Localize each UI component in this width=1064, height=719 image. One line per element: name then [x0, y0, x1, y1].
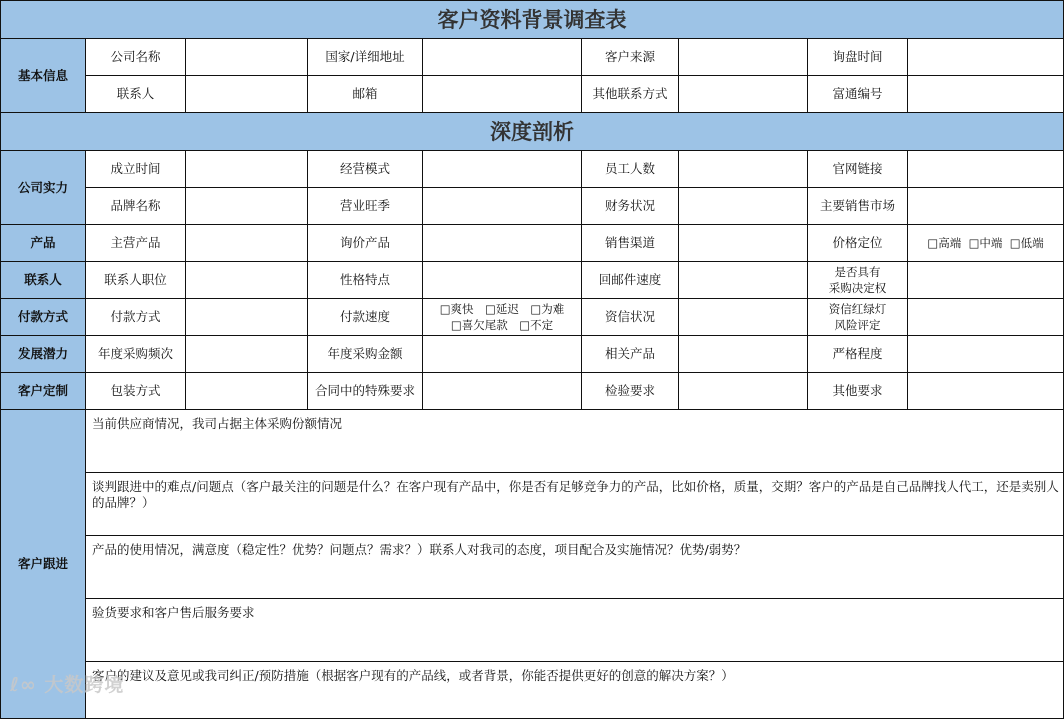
field-input[interactable]	[679, 76, 808, 113]
field-label: 其他要求	[808, 373, 908, 410]
checkbox-high[interactable]: □高端	[927, 236, 962, 250]
field-input[interactable]	[423, 76, 582, 113]
page-title: 客户资料背景调查表	[1, 1, 1064, 39]
field-input[interactable]	[908, 151, 1064, 188]
custom-label: 客户定制	[1, 373, 86, 410]
field-label: 包装方式	[86, 373, 186, 410]
field-input[interactable]	[679, 39, 808, 76]
field-label: 付款方式	[86, 299, 186, 336]
field-input[interactable]	[679, 225, 808, 262]
field-label: 联系人	[86, 76, 186, 113]
followup-field[interactable]: 客户的建议及意见或我司纠正/预防措施（根据客户现有的产品线，或者背景，你能否提供更好的创意的解决方案？）	[86, 662, 1064, 719]
field-label: 检验要求	[582, 373, 679, 410]
field-label: 主要销售市场	[808, 188, 908, 225]
field-label: 成立时间	[86, 151, 186, 188]
options-line[interactable]: □爽快 □延迟 □为难	[439, 302, 565, 316]
field-label: 客户来源	[582, 39, 679, 76]
field-label: 富通编号	[808, 76, 908, 113]
field-label: 询盘时间	[808, 39, 908, 76]
field-input[interactable]	[186, 76, 308, 113]
field-label: 联系人职位	[86, 262, 186, 299]
field-label: 销售渠道	[582, 225, 679, 262]
field-label: 付款速度	[308, 299, 423, 336]
followup-field[interactable]: 验货要求和客户售后服务要求	[86, 599, 1064, 662]
field-label: 主营产品	[86, 225, 186, 262]
field-label: 资信状况	[582, 299, 679, 336]
field-label: 财务状况	[582, 188, 679, 225]
field-input[interactable]	[908, 299, 1064, 336]
payment-speed-options[interactable]	[423, 299, 582, 336]
field-input[interactable]	[679, 336, 808, 373]
followup-label: 客户跟进	[1, 410, 86, 719]
field-input[interactable]	[186, 151, 308, 188]
field-label: 回邮件速度	[582, 262, 679, 299]
field-label: 经营模式	[308, 151, 423, 188]
label-line: 资信红绿灯	[828, 302, 887, 316]
field-input[interactable]	[423, 225, 582, 262]
field-input[interactable]	[679, 188, 808, 225]
product-label: 产品	[1, 225, 86, 262]
field-label: 严格程度	[808, 336, 908, 373]
field-input[interactable]	[186, 336, 308, 373]
field-input[interactable]	[679, 373, 808, 410]
watermark-logo: ℓ∞ 大数跨境	[10, 674, 125, 696]
followup-field[interactable]: 产品的使用情况，满意度（稳定性？优势？问题点？需求？）联系人对我司的态度，项目配合及实施情况？优势/弱势？	[86, 536, 1064, 599]
field-label: 员工人数	[582, 151, 679, 188]
payment-label: 付款方式	[1, 299, 86, 336]
field-input[interactable]	[908, 76, 1064, 113]
label-line: 采购决定权	[828, 281, 887, 295]
field-input[interactable]	[423, 262, 582, 299]
strength-label: 公司实力	[1, 151, 86, 225]
field-input[interactable]	[423, 188, 582, 225]
contact-label: 联系人	[1, 262, 86, 299]
field-label: 年度采购频次	[86, 336, 186, 373]
options-line[interactable]: □喜欠尾款 □不定	[450, 318, 554, 332]
field-label: 询价产品	[308, 225, 423, 262]
label-line: 风险评定	[834, 318, 881, 332]
label-line: 是否具有	[834, 265, 881, 279]
field-label	[808, 299, 908, 336]
field-label: 合同中的特殊要求	[308, 373, 423, 410]
field-input[interactable]	[186, 225, 308, 262]
field-label	[808, 262, 908, 299]
field-input[interactable]	[908, 262, 1064, 299]
field-input[interactable]	[186, 373, 308, 410]
field-label: 公司名称	[86, 39, 186, 76]
followup-field[interactable]: 谈判跟进中的难点/问题点（客户最关注的问题是什么？在客户现有产品中，你是否有足够竞争力的产品，比如价格，质量，交期？客户的产品是自己品牌找人代工，还是卖别人的品牌？）	[86, 473, 1064, 536]
checkbox-low[interactable]: □低端	[1009, 236, 1044, 250]
potential-label: 发展潜力	[1, 336, 86, 373]
field-label: 营业旺季	[308, 188, 423, 225]
field-label: 品牌名称	[86, 188, 186, 225]
field-input[interactable]	[908, 188, 1064, 225]
field-label: 官网链接	[808, 151, 908, 188]
field-label: 国家/详细地址	[308, 39, 423, 76]
field-input[interactable]	[908, 336, 1064, 373]
field-label: 价格定位	[808, 225, 908, 262]
field-input[interactable]	[908, 373, 1064, 410]
field-input[interactable]	[186, 262, 308, 299]
price-position-options	[908, 225, 1064, 262]
field-label: 邮箱	[308, 76, 423, 113]
field-label: 年度采购金额	[308, 336, 423, 373]
field-input[interactable]	[423, 373, 582, 410]
field-input[interactable]	[186, 39, 308, 76]
field-input[interactable]	[908, 39, 1064, 76]
field-input[interactable]	[423, 39, 582, 76]
checkbox-mid[interactable]: □中端	[968, 236, 1003, 250]
field-label: 其他联系方式	[582, 76, 679, 113]
field-label: 相关产品	[582, 336, 679, 373]
basic-info-label: 基本信息	[1, 39, 86, 113]
field-input[interactable]	[679, 151, 808, 188]
field-input[interactable]	[679, 262, 808, 299]
field-input[interactable]	[423, 151, 582, 188]
watermark-text: 大数跨境	[44, 674, 125, 696]
field-input[interactable]	[186, 188, 308, 225]
section-title: 深度剖析	[1, 113, 1064, 151]
field-input[interactable]	[423, 336, 582, 373]
field-label: 性格特点	[308, 262, 423, 299]
followup-field[interactable]: 当前供应商情况，我司占据主体采购份额情况	[86, 410, 1064, 473]
field-input[interactable]	[679, 299, 808, 336]
field-input[interactable]	[186, 299, 308, 336]
